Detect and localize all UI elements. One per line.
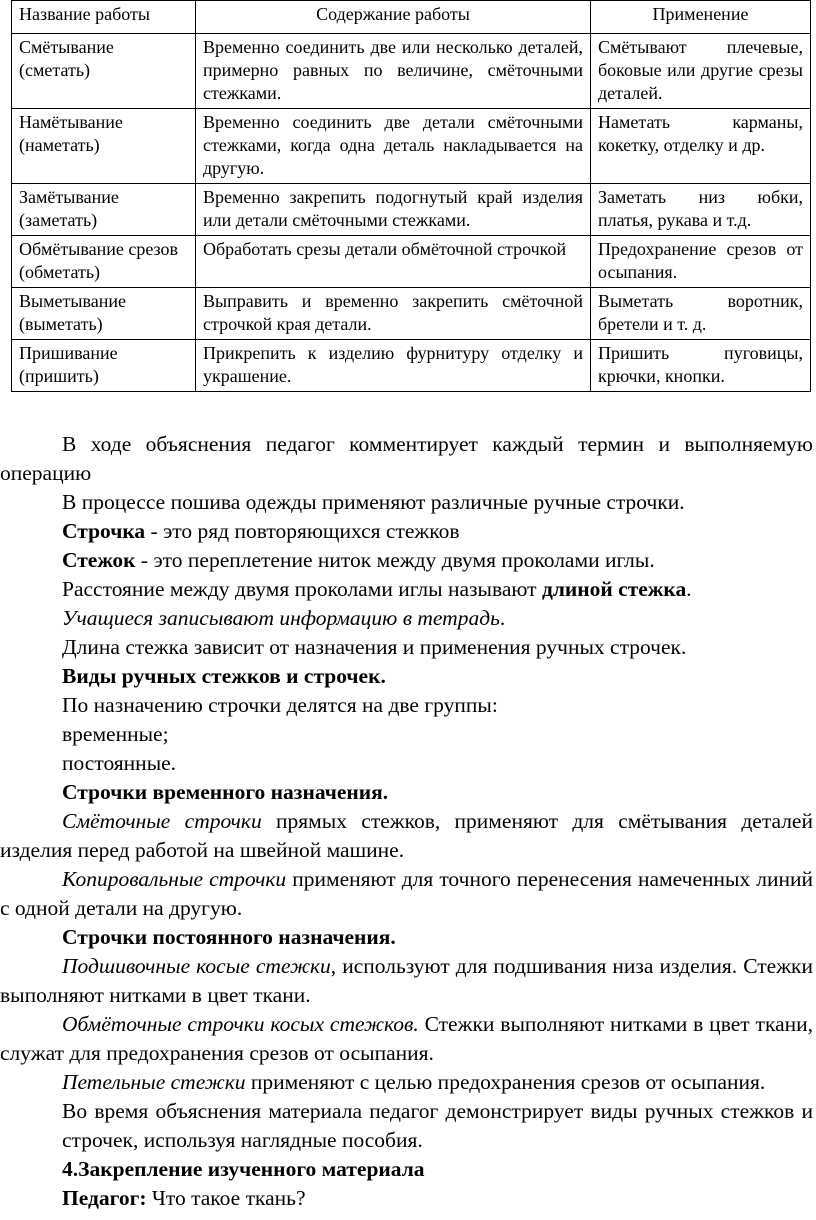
cell-application: Наметать карманы, кокетку, отделку и др. <box>591 109 811 184</box>
table-row <box>12 236 811 288</box>
lesson-text <box>0 430 813 1213</box>
definition-stitch-length <box>0 575 813 604</box>
definition-text: - это ряд повторяющихся стежков <box>145 519 460 543</box>
instruction-note <box>0 604 813 633</box>
header-application: Применение <box>591 1 811 34</box>
cell-work-name: Выметывание (выметать) <box>12 288 196 340</box>
table-row <box>12 34 811 109</box>
paragraph-text: , используют для подшивания низа изделия. Стежки выполняют нитками в цвет ткани. <box>0 954 813 1007</box>
paragraph <box>0 633 813 662</box>
cell-work-content: Временно соединить две или несколько деталей, примерно равных по величине, смёточными стежками. <box>196 34 591 109</box>
paragraph-text: В процессе пошива одежды применяют различные ручные строчки. <box>62 490 685 514</box>
heading-text: Строчки временного назначения. <box>62 780 389 804</box>
paragraph <box>0 1010 813 1068</box>
paragraph-text: Длина стежка зависит от назначения и применения ручных строчек. <box>62 635 687 659</box>
punctuation: . <box>686 577 692 601</box>
paragraph <box>0 488 813 517</box>
cell-work-content: Временно закрепить подогнутый край изделия или детали смёточными стежками. <box>196 184 591 236</box>
paragraph-text: применяют для точного перенесения намеченных линий с одной детали на другую. <box>0 867 813 920</box>
dialogue-line <box>0 1184 813 1213</box>
cell-work-content: Обработать срезы детали обмёточной строчкой <box>196 236 591 288</box>
term-stitch-length: длиной стежка <box>541 577 687 601</box>
italic-note: Учащиеся записывают информацию в тетрадь <box>62 606 500 630</box>
term-stezhok: Стежок <box>62 548 136 572</box>
table-row <box>12 340 811 392</box>
paragraph <box>0 807 813 865</box>
paragraph-text: Стежки выполняют нитками в цвет ткани, служат для предохранения срезов от осыпания. <box>0 1012 813 1065</box>
table-row <box>12 109 811 184</box>
cell-application: Смётывают плечевые, боковые или другие срезы деталей. <box>591 34 811 109</box>
paragraph-text: Во время объяснения материала педагог демонстрирует виды ручных стежков и строчек, используя наглядные пособия. <box>62 1099 813 1152</box>
paragraph-text: В ходе объяснения педагог комментирует каждый термин и выполняемую операцию <box>0 432 813 485</box>
paragraph-text: прямых стежков, применяют для смётывания деталей изделия перед работой на швейной машине. <box>0 809 813 862</box>
definition-stitch <box>0 546 813 575</box>
section-heading <box>0 1155 813 1184</box>
paragraph <box>0 1097 813 1155</box>
dialogue-text: Что такое ткань? <box>146 1186 306 1210</box>
header-work-name: Название работы <box>12 1 196 34</box>
term-strochka: Строчка <box>62 519 146 543</box>
cell-work-name: Замётывание (заметать) <box>12 184 196 236</box>
list-item-text: постоянные. <box>62 751 177 775</box>
list-item-text: временные; <box>62 722 169 746</box>
paragraph-text: применяют с целью предохранения срезов от осыпания. <box>245 1070 766 1094</box>
italic-term: Копировальные строчки <box>62 867 287 891</box>
heading-text: Строчки постоянного назначения. <box>62 925 396 949</box>
section-heading <box>0 662 813 691</box>
punctuation: . <box>499 606 506 630</box>
heading-text: 4.Закрепление изученного материала <box>62 1157 425 1181</box>
paragraph <box>0 865 813 923</box>
paragraph <box>0 1068 813 1097</box>
cell-work-name: Намётывание (наметать) <box>12 109 196 184</box>
header-work-content: Содержание работы <box>196 1 591 34</box>
paragraph <box>0 691 813 720</box>
paragraph <box>0 952 813 1010</box>
operations-table <box>11 0 811 392</box>
cell-work-name: Обмётывание срезов (обметать) <box>12 236 196 288</box>
speaker-label: Педагог: <box>62 1186 147 1210</box>
italic-term: Смёточные строчки <box>62 809 262 833</box>
paragraph-text: По назначению строчки делятся на две группы: <box>62 693 498 717</box>
cell-work-content: Выправить и временно закрепить смёточной строчкой края детали. <box>196 288 591 340</box>
list-item <box>0 749 813 778</box>
heading-text: Виды ручных стежков и строчек. <box>62 664 386 688</box>
paragraph <box>0 430 813 488</box>
cell-work-content: Временно соединить две детали смёточными стежками, когда одна деталь накладывается на другую. <box>196 109 591 184</box>
section-heading <box>0 923 813 952</box>
table-header-row <box>12 1 811 34</box>
cell-application: Предохранение срезов от осыпания. <box>591 236 811 288</box>
paragraph-text: Расстояние между двумя проколами иглы называют <box>62 577 542 601</box>
list-item <box>0 720 813 749</box>
cell-work-name: Смётывание (сметать) <box>12 34 196 109</box>
table-row <box>12 184 811 236</box>
italic-term: Подшивочные косые стежки <box>62 954 331 978</box>
table-row <box>12 288 811 340</box>
cell-application: Пришить пуговицы, крючки, кнопки. <box>591 340 811 392</box>
italic-term: Обмёточные строчки косых стежков. <box>62 1012 419 1036</box>
cell-application: Выметать воротник, бретели и т. д. <box>591 288 811 340</box>
definition-stitch-line <box>0 517 813 546</box>
cell-application: Заметать низ юбки, платья, рукава и т.д. <box>591 184 811 236</box>
cell-work-name: Пришивание (пришить) <box>12 340 196 392</box>
definition-text: - это переплетение ниток между двумя проколами иглы. <box>135 548 655 572</box>
italic-term: Петельные стежки <box>62 1070 246 1094</box>
cell-work-content: Прикрепить к изделию фурнитуру отделку и украшение. <box>196 340 591 392</box>
section-heading <box>0 778 813 807</box>
